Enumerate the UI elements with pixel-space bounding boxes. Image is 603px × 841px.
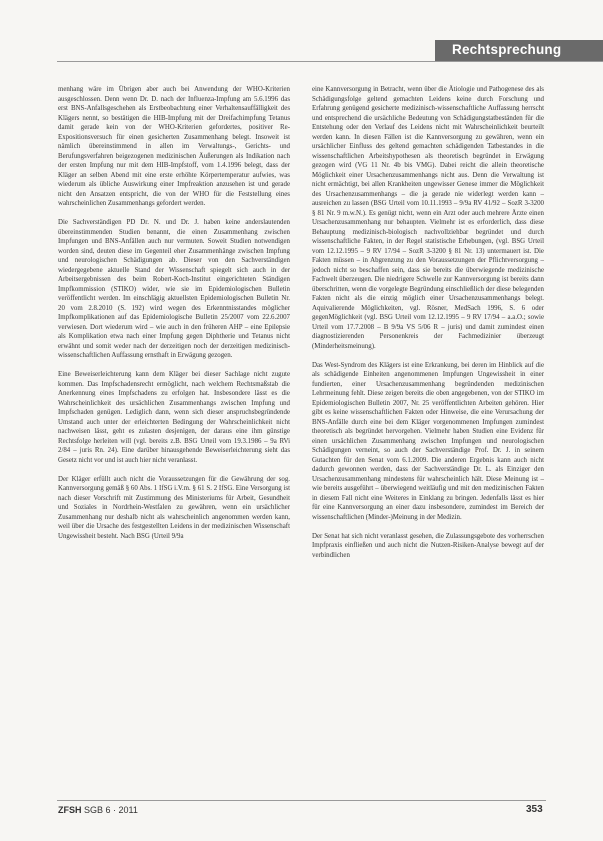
journal-citation [58, 805, 138, 815]
paragraph: Der Kläger erfüllt auch nicht die Voraussetzungen für die Gewährung der sog. Kannversorgung gemäß § 60 Abs. 1 IfSG i.V.m. § 61 S. 2 IfSG. Eine Versorgung ist nach dieser Vorschrift mit Zustimmung des Ministeriums für Arbeit, Gesundheit und Soziales in Nordrhein-Westfalen zu gewähren, wenn ein ursächlicher Zusammenhang nur deshalb nicht als wahrscheinlich angenommen werden kann, weil über die Ursache des festgestellten Leidens in der medizinischen Wissenschaft Ungewissheit besteht. Nach BSG (Urteil 9/9a [58, 475, 290, 540]
section-title: Rechtsprechung [452, 42, 562, 57]
right-column [312, 85, 544, 570]
paragraph: Die Sachverständigen PD Dr. N. und Dr. J. haben keine anderslautenden übereinstimmenden Studien benannt, die einen Zusammenhang zwischen Impfungen und BNS-Anfällen auch nur vermuten. Soweit Studien notwendigen worden sind, deuten diese im Gegenteil eher Zusammenhänge zwischen Impfung und neurologischen Schädigungen ab. Dieser von den Sachverständigen wiedergegebene aktuelle Stand der Wissenschaft spiegelt sich auch in der Arbeitsergebnissen des beim Robert-Koch-Institut eingerichteten Ständigen Impfkommission (STIKO) wider, wie sie im Epidemiologischen Bulletin veröffentlicht werden. Im einschlägig aktuellsten Epidemiologischen Bulletin Nr. 20 vom 2.8.2010 (S. 192) wird wegen des Erkenntnisstandes möglicher Impfkomplikationen auf das Epidemiologische Bulletin 25/2007 vom 22.6.2007 verwiesen. Dort wiederum wird – wie auch in den früheren AHP – eine Epilepsie als Komplikation etwa nach einer Impfung gegen Diphtherie und Tetanus nicht erwähnt und somit weder nach der derzeitigen noch der derzeitigen medizinisch-wissenschaftlichen Auffassung ernsthaft in Erwägung gezogen. [58, 219, 290, 359]
paragraph: Eine Beweiserleichterung kann dem Kläger bei dieser Sachlage nicht zugute kommen. Das Impfschadensrecht ermöglicht, nach welchem Rechtsmaßstab die Anerkennung eines Impfschadens zu erfolgen hat. Insbesondere lässt es die Wahrscheinlichkeit des ursächlichen Zusammenhangs zwischen Impfung und Impfschaden genügen. Lediglich dann, wenn sich dieser anspruchsbegründende Umstand auch unter der erleichterten Bedingung der Wahrscheinlichkeit nicht nachweisen lässt, geht es zulasten desjenigen, der daraus eine ihm günstige Rechtsfolge herleiten will (vgl. bereits z.B. BSG Urteil vom 19.3.1986 – 9a RVi 2/84 – juris Rn. 24). Eine darüber hinausgehende Beweiserleichterung sieht das Gesetz nicht vor und ist auch hier nicht veranlasst. [58, 371, 290, 464]
paragraph: Das West-Syndrom des Klägers ist eine Erkrankung, bei deren im Hinblick auf die als schädigende Einheiten angenommenen Impfungen Ungewissheit in einer fundierten, einer Ursachenzusammenhang begründenden medizinischen Lehrmeinung fehlt. Diese zeigen bereits die oben angegebenen, von der STIKO im Epidemiologischen Bulletin 2007, Nr. 25 veröffentlichten Arbeiten gehören. Hier gibt es keine wissenschaftlichen Fakten oder Hinweise, die eine Verursachung der BNS-Anfälle durch eine bei dem Kläger vorgenommenen Impfungen zumindest theoretisch als begründet hervorgehen. Vielmehr haben Studien eine Evidenz für einen ursächlichen Zusammenhang zwischen Impfungen und neurologischen Schädigungen verneint, so auch der Sachverständige Prof. Dr. J. in seinem Gutachten für den Senat vom 6.1.2009. Die anderen Ergebnis kann auch nicht dadurch gewonnen werden, dass der Sachverständige Dr. L. als Einziger den Ursachenzusammenhang mindestens für wahrscheinlich hält. Diese Meinung ist – wie bereits ausgeführt – überwiegend weitläufig und mit den medizinischen Fakten in diesem Fall nicht eine Weiteres in Einklang zu bringen. Jedenfalls lässt es hier für eine Kannversorgung an einer dazu insbesondere, zumindest im Bereich der wissenschaftlichen (Minder-)Meinung in der Medizin. [312, 361, 544, 521]
left-column [58, 85, 290, 551]
footer-divider [57, 800, 546, 801]
page-number: 353 [526, 804, 543, 815]
paragraph: Der Senat hat sich nicht veranlasst gesehen, die Zulassungsgebote des vorherrschen Impfpraxis einfließen und auch nicht die Nutzen-Risiken-Analyse bewegt auf der verbindlichen [312, 532, 544, 559]
paragraph: menhang wäre im Übrigen aber auch bei Anwendung der WHO-Kriterien ausgeschlossen. Denn wenn Dr. D. nach der Influenza-Impfung am 5.6.1996 das erst BNS-Anfallsgeschehen als Erstbeobachtung einer Verhaltensauffälligkeit des Klägers nennt, so bestätigen die HIB-Impfung mit der Dreifachimpfung Tetanus damit gerade kein von der WHO-Kriterien gefordertes, positiver Re-Expositionsversuch für einen gesicherten Zusammenhang belegt. Insoweit ist nämlich übereinstimmend in allen im Verwaltungs-, Gerichts- und Berufungsverfahren beigezogenen medizinischen Äußerungen als Indikation nach der ersten Impfung nur mit dem HIB-Impfstoff, vom 1.4.1996 belegt, dass der Kläger an selben Abend mit eine erste erhöhte Körpertemperatur aufwies, was wiederum als übliche Auswirkung einer Impfreaktion anzusehen ist und gerade nicht den Ansatzen entspricht, die von der WHO für die Feststellung eines wahrscheinlichen Zusammenhangs gefordert werden. [58, 86, 290, 207]
journal-name: ZFSH [58, 805, 82, 815]
paragraph: eine Kannversorgung in Betracht, wenn über die Ätiologie und Pathogenese des als Schädigungsfolge geltend gemachten Leidens keine durch Forschung und Erfahrung genügend gesicherte medizinisch-wissenschaftliche Auffassung herrscht und entsprechend die ursächliche Bedeutung von Schädigungstatbeständen für die Entstehung oder den Verlauf des Leidens nicht mit Wahrscheinlichkeit beurteilt werden kann. In diesen Fällen ist die Kannversorgung zu gewähren, wenn ein ursächlicher Einfluss des geltend gemachten schädigenden Tatbestandes in die wissenschaftlichen Arbeitshypothesen als theoretisch begründet in Erwägung gezogen wird (VG 11 Nr. 4b bis VMG). Dabei reicht die allein theoretische Möglichkeit einer Ursachenzusammenhangs nicht aus. Denn die Verwaltung ist nicht ermächtigt, bei allen Krankheiten ungewisser Genese immer die Möglichkeit des Ursachenzusammenhangs – die ja gerade nie widerlegt werden kann – ausreichen zu lassen (BSG Urteil vom 10.11.1993 – 9/9a RV 41/92 – SozR 3-3200 § 81 Nr. 9 m.w.N.). Es genügt nicht, wenn ein Arzt oder auch mehrere Ärzte einen Ursachenzusammenhang nur behaupten. Vielmehr ist es erforderlich, dass diese Behauptung medizinisch-biologisch nachvollziehbar begründet und durch wissenschaftliche Fakten, in der Regel statistische Erhebungen, (vgl. BSG Urteil vom 12.12.1995 – 9 RV 17/94 – SozR 3-3200 § 81 Nr. 13) untermauert ist. Die Fakten müssen – in Abgrenzung zu den Voraussetzungen der Pflichtversorgung – jedoch nicht so beschaffen sein, dass sie bereits die überwiegende medizinische Fachwelt überzeugen. Die niedrigere Schwelle zur Kannversorgung ist bereits dann überschritten, wenn die vorgelegte Begründung einschließlich der diese belegenden Fakten nicht als die einzig möglich einer Ursachenzusammenhangs belegt. Aquivalierende Möglichkeiten, vgl. Rösner, MedSach 1996, S. 6 oder gegenMöglichkeit (vgl. BSG Urteil vom 12.12.1995 – 9 RV 17/94 – a.a.O.; sowie Urteil vom 17.7.2008 – B 9/9a VS 5/06 R – juris) und damit zumindest einen diagnostizierenden Personenkreis der Fachmedizinier überzeugt (Minderheitsmeinung). [312, 86, 544, 350]
journal-issue: SGB 6 · 2011 [84, 805, 138, 815]
header-divider [57, 61, 603, 62]
